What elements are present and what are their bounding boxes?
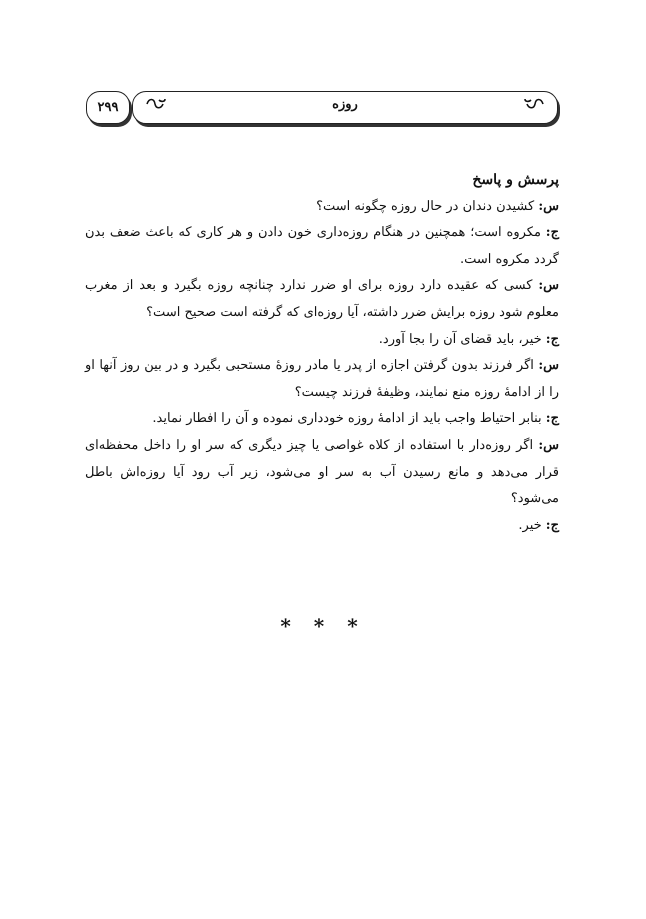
question-label: س: (538, 278, 559, 294)
question-text: کشیدن دندان در حال روزه چگونه است؟ (316, 198, 539, 214)
answer-1 (85, 220, 559, 273)
answer-label: ج: (545, 517, 559, 533)
question-3 (85, 353, 559, 406)
question-text: کسی که عقیده دارد روزه برای او ضرر ندارد چنانچه روزه بگیرد و بعد از مغرب معلوم شود روزه برایش ضرر داشته، آیا روزه‌ای که گرفته است صحیح است؟ (85, 278, 559, 320)
answer-text: خیر، باید قضای آن را بجا آورد. (378, 331, 546, 347)
page-body (85, 167, 559, 539)
page-header (86, 91, 560, 127)
running-title-box (132, 91, 558, 124)
page-number: ۲۹۹ (86, 91, 130, 124)
end-marker: * * * (280, 614, 366, 638)
answer-label: ج: (545, 225, 559, 241)
running-title: روزه (332, 97, 358, 112)
answer-text: مکروه است؛ همچنین در هنگام روزه‌داری خون دادن و هر کاری که باعث ضعف بدن گردد مکروه است. (85, 225, 559, 267)
ornament-right-icon (523, 96, 545, 116)
question-1 (85, 194, 559, 221)
answer-label: ج: (545, 331, 559, 347)
answer-text: بنابر احتیاط واجب باید از ادامهٔ روزه خودداری نموده و آن را افطار نماید. (152, 411, 546, 427)
answer-text: خیر. (518, 517, 546, 533)
answer-3 (85, 406, 559, 433)
answer-label: ج: (545, 411, 559, 427)
answer-4 (85, 513, 559, 540)
question-4 (85, 433, 559, 513)
question-text: اگر فرزند بدون گرفتن اجازه از پدر یا مادر روزهٔ مستحبی بگیرد و در بین روز آنها او را از ادامهٔ روزه منع نمایند، وظیفهٔ فرزند چیست؟ (85, 358, 559, 400)
question-label: س: (538, 358, 559, 374)
question-label: س: (538, 198, 559, 214)
question-label: س: (538, 437, 559, 453)
section-title: پرسش و پاسخ (472, 172, 559, 188)
question-2 (85, 273, 559, 326)
question-text: اگر روزه‌دار با استفاده از کلاه غواصی یا چیز دیگری که سر او را داخل محفظه‌ای قرار می‌دهد و مانع رسیدن آب به سر او می‌شود، زیر آب رود آیا روزه‌اش باطل می‌شود؟ (85, 437, 559, 507)
answer-2 (85, 327, 559, 354)
